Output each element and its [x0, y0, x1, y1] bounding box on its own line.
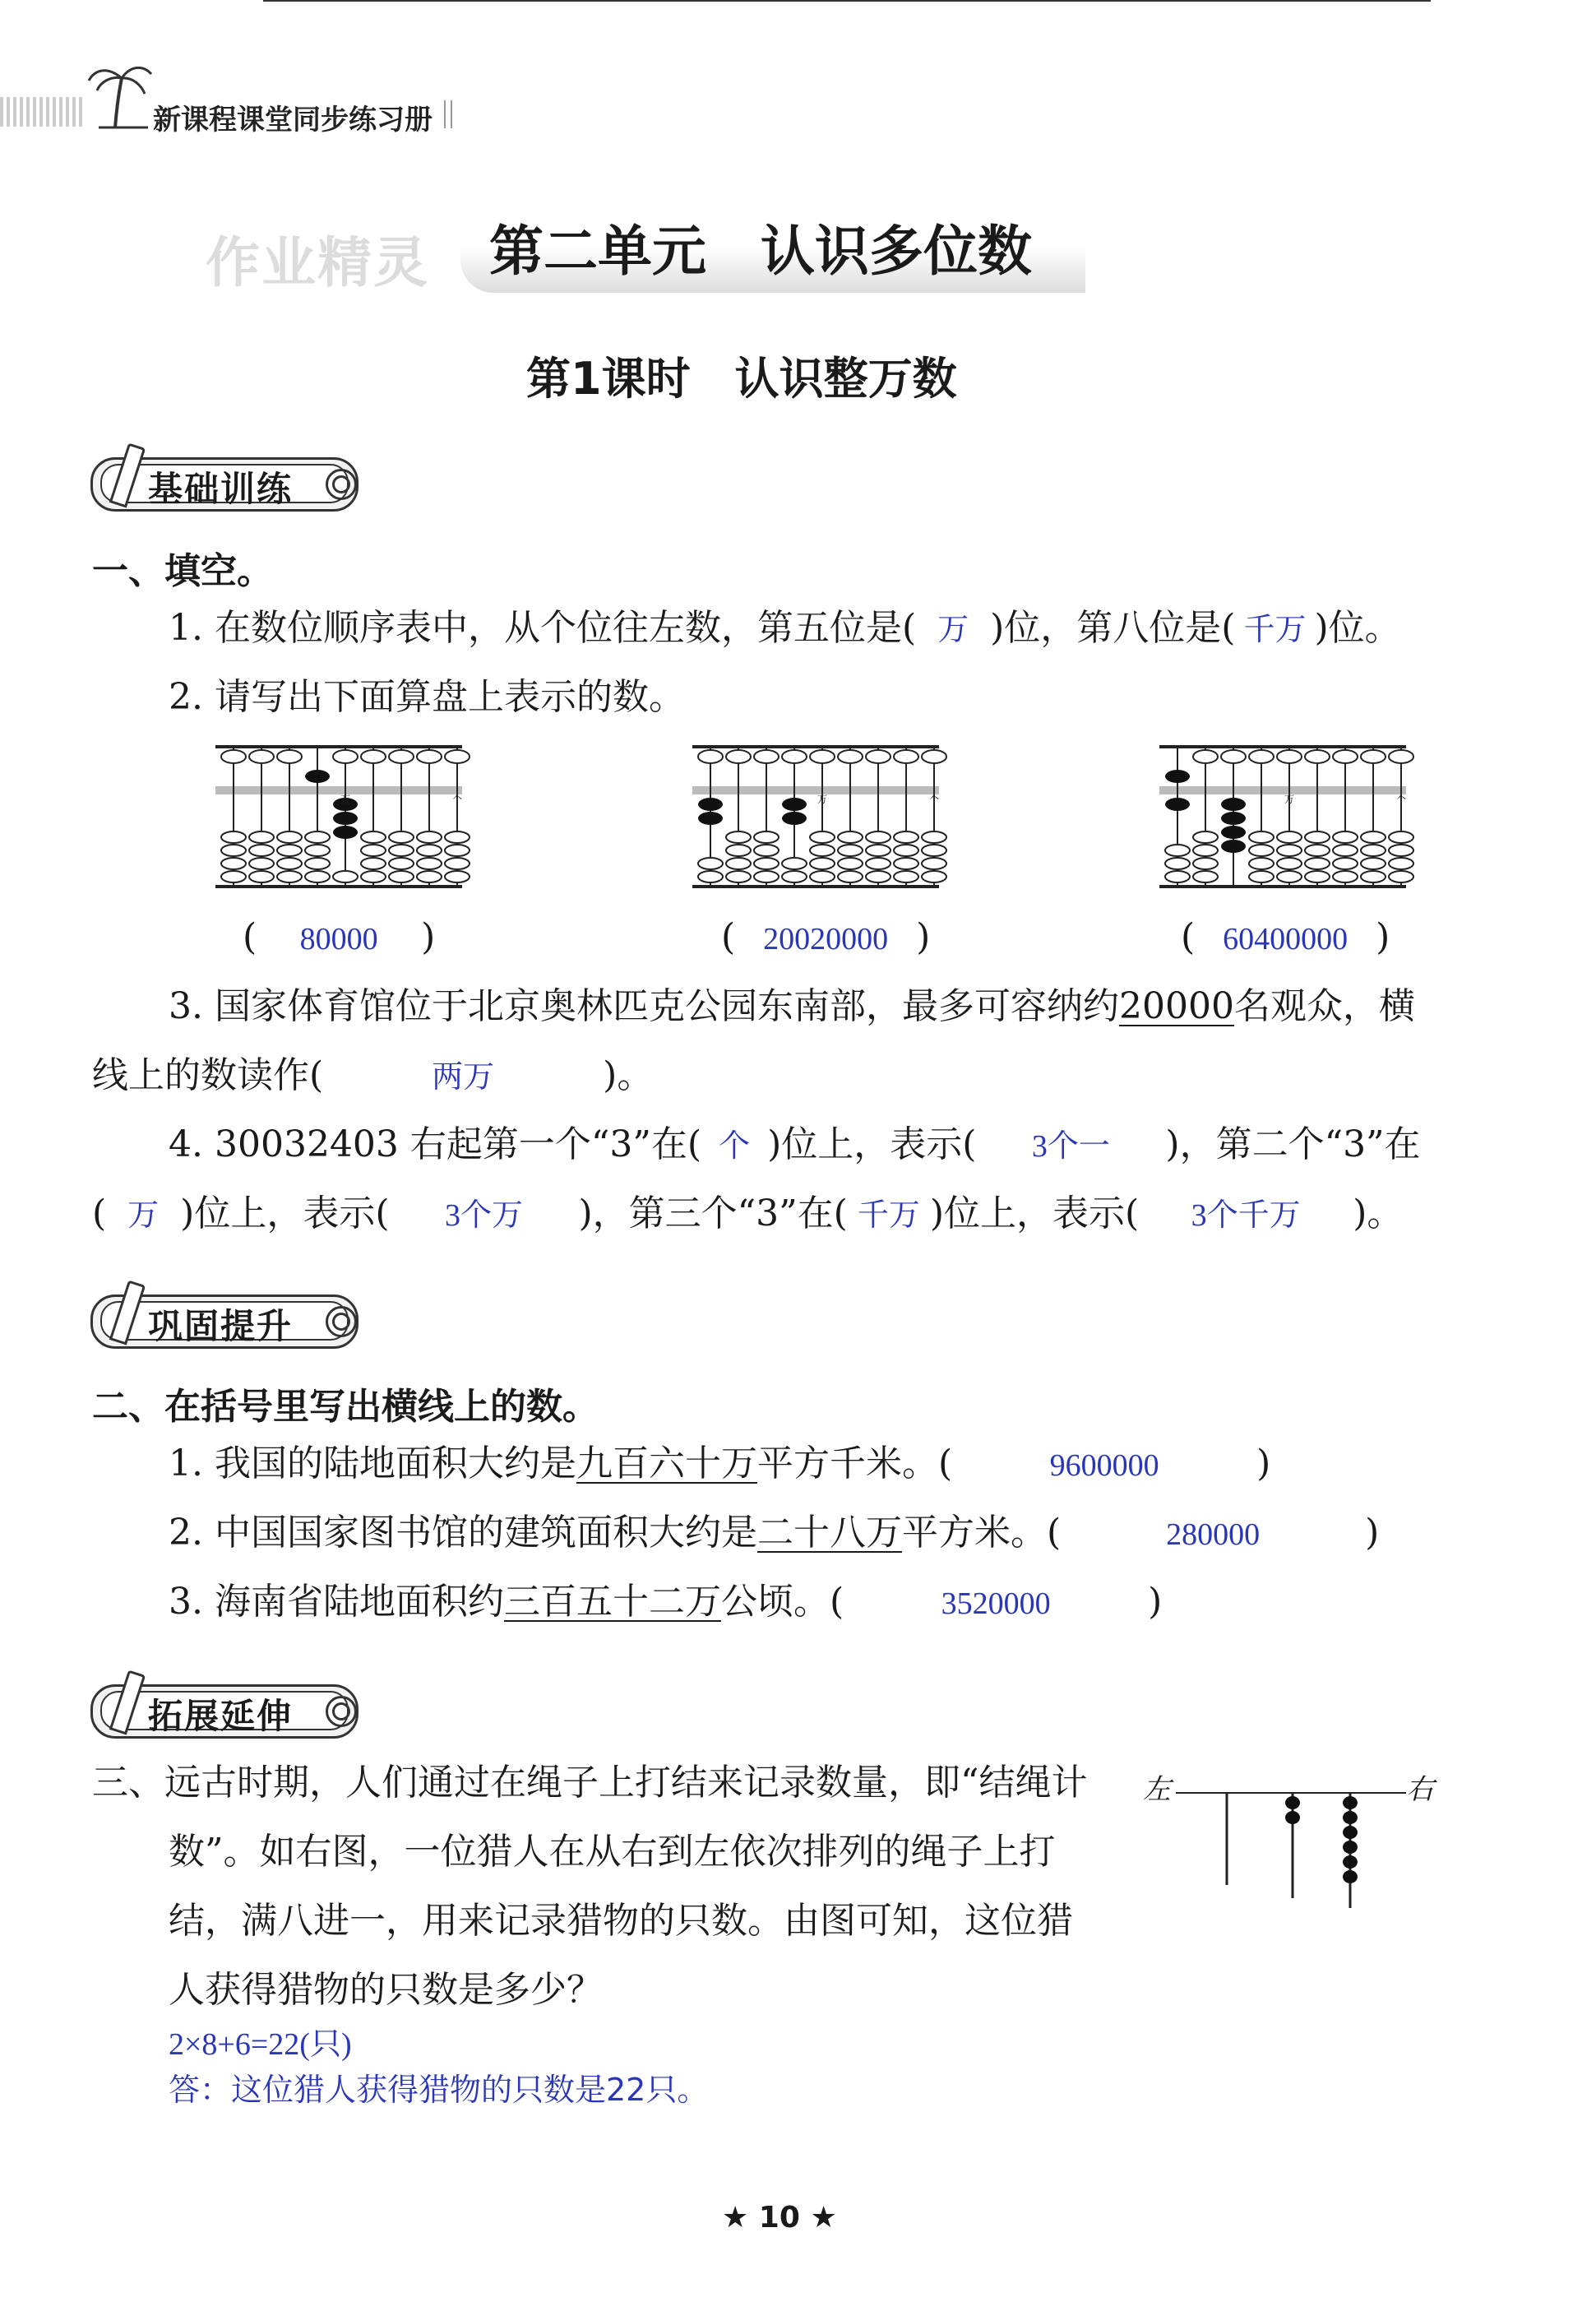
- abacus-bead: [810, 858, 835, 869]
- abacus-bead: [782, 750, 807, 763]
- rope-knot: [1343, 1870, 1358, 1883]
- label-left: 左: [1143, 1773, 1171, 1806]
- abacus-bead: [417, 871, 442, 882]
- abacus-bead: [277, 750, 302, 763]
- abacus-bead-active: [1221, 798, 1246, 811]
- abacus-bead: [1249, 831, 1274, 843]
- abacus-bead: [361, 750, 386, 763]
- abacus-bead: [922, 750, 946, 763]
- abacus-bead: [810, 831, 835, 843]
- abacus-label-ge: 个: [928, 794, 940, 805]
- abacus-bead: [754, 750, 779, 763]
- abacus-bead: [1165, 845, 1190, 856]
- abacus-bead: [782, 858, 807, 869]
- abacus-bead: [838, 845, 863, 856]
- s3-line-4: 人获得猎物的只数是多少？: [169, 1969, 603, 2011]
- abacus-bead-active: [698, 798, 723, 811]
- s2-item-2: 2. 中国国家图书馆的建筑面积大约是二十八万平方米。( 280000 ): [169, 1512, 1380, 1554]
- abacus-bead: [1305, 845, 1330, 856]
- abacus-bead: [726, 871, 751, 882]
- abacus-label-wan: 万: [817, 794, 828, 805]
- abacus-bead: [221, 750, 246, 763]
- abacus-bead: [1389, 871, 1413, 882]
- abacus-bead-active: [1221, 840, 1246, 853]
- abacus-bead: [1249, 845, 1274, 856]
- knot-strings: [1135, 1793, 1447, 1924]
- abacus-bead: [1333, 871, 1358, 882]
- abacus-3: [1159, 740, 1423, 892]
- abacus-bead-active: [305, 770, 330, 783]
- header-rule: [444, 100, 452, 128]
- q4-line1: 4. 30032403 右起第一个“3”在( 个 )位上，表示( 3个一 )，第二个“3”在: [169, 1123, 1421, 1165]
- abacus-bead: [417, 750, 442, 763]
- rope-diagram: [1135, 1760, 1447, 1924]
- watermark: 作业精灵: [206, 231, 429, 294]
- answer-q3: 两万: [432, 1060, 495, 1095]
- abacus-bead: [1277, 845, 1302, 856]
- abacus-bead: [333, 750, 358, 763]
- rope-knot: [1343, 1811, 1358, 1824]
- abacus-bead: [417, 858, 442, 869]
- abacus-bead: [1361, 750, 1386, 763]
- q3-line2: 线上的数读作( 两万 )。: [92, 1054, 654, 1096]
- abacus-bead: [1193, 831, 1218, 843]
- rope-knot: [1285, 1796, 1300, 1809]
- abacus-bead: [277, 831, 302, 843]
- abacus-bead: [754, 845, 779, 856]
- q4-line2: ( 万 )位上，表示( 3个万 )，第三个“3”在( 千万 )位上，表示( 3个千万 )。: [92, 1193, 1404, 1234]
- q3-number: 20000: [1118, 985, 1234, 1027]
- abacus-bead: [1361, 871, 1386, 882]
- abacus-bead: [417, 831, 442, 843]
- badge-label: 巩固提升: [148, 1306, 294, 1346]
- abacus-bead: [1165, 871, 1190, 882]
- abacus-bead: [866, 871, 891, 882]
- abacus-bead: [1305, 831, 1330, 843]
- book-title: 新课程课堂同步练习册: [153, 104, 433, 137]
- abacus-bead: [1361, 858, 1386, 869]
- abacus-bead: [389, 750, 414, 763]
- s3-line-2: 数”。如右图，一位猎人在从右到左依次排列的绳子上打: [169, 1831, 1056, 1873]
- abacus-bead: [277, 845, 302, 856]
- header-bar: [0, 97, 82, 127]
- abacus-bead: [726, 750, 751, 763]
- abacus-bead: [1165, 858, 1190, 869]
- abacus-bead: [698, 871, 723, 882]
- abacus-bead: [726, 831, 751, 843]
- abacus-bead: [922, 858, 946, 869]
- abacus-bead: [1389, 831, 1413, 843]
- abacus-bead: [445, 858, 470, 869]
- abacus-bead-active: [333, 812, 358, 825]
- abacus-bead-active: [1221, 812, 1246, 825]
- abacus-bead: [810, 871, 835, 882]
- rope-knot: [1343, 1826, 1358, 1839]
- abacus-bead: [894, 750, 918, 763]
- abacus-bead: [305, 871, 330, 882]
- abacus-label-ge: 个: [1395, 794, 1407, 805]
- abacus-label-wan: 万: [1284, 794, 1295, 805]
- abacus-bead: [277, 858, 302, 869]
- abacus-bead: [838, 750, 863, 763]
- abacus-bead: [1389, 845, 1413, 856]
- q1: 1. 在数位顺序表中，从个位往左数，第五位是( 万 )位，第八位是( 千万 )位。: [169, 607, 1401, 649]
- abacus-bead: [810, 750, 835, 763]
- abacus-answer-3: ( 60400000 ): [1181, 916, 1390, 958]
- abacus-bead: [305, 845, 330, 856]
- abacus-bead: [1277, 871, 1302, 882]
- abacus-bead: [361, 845, 386, 856]
- abacus-1: [215, 740, 479, 892]
- abacus-bead: [1305, 750, 1330, 763]
- abacus-bead-active: [1165, 798, 1190, 811]
- abacus-bead: [726, 845, 751, 856]
- abacus-bead: [782, 871, 807, 882]
- abacus-bead-active: [333, 826, 358, 839]
- abacus-bead: [249, 858, 274, 869]
- rope-knot: [1343, 1855, 1358, 1869]
- abacus-beam: [215, 786, 462, 794]
- abacus-bead: [810, 845, 835, 856]
- abacus-bead: [305, 831, 330, 843]
- abacus-label-ge: 个: [451, 794, 463, 805]
- q2: 2. 请写出下面算盘上表示的数。: [169, 676, 685, 718]
- abacus-bead: [249, 750, 274, 763]
- abacus-bead: [1249, 858, 1274, 869]
- unit-title: 第二单元 认识多位数: [489, 219, 1032, 283]
- abacus-bead: [894, 871, 918, 882]
- abacus-bead: [1305, 871, 1330, 882]
- section1-heading: 一、填空。: [92, 550, 273, 592]
- abacus-bead: [866, 831, 891, 843]
- abacus-bead: [754, 831, 779, 843]
- abacus-bead: [389, 831, 414, 843]
- abacus-bead-active: [782, 798, 807, 811]
- s2-item-3: 3. 海南省陆地面积约三百五十二万公顷。( 3520000 ): [169, 1581, 1163, 1623]
- abacus-bead: [838, 871, 863, 882]
- abacus-bead: [1249, 871, 1274, 882]
- abacus-bead: [754, 871, 779, 882]
- lesson-title: 第1课时 认识整万数: [526, 353, 957, 405]
- abacus-bead: [866, 750, 891, 763]
- s2-item-1: 1. 我国的陆地面积大约是九百六十万平方千米。( 9600000 ): [169, 1443, 1271, 1484]
- abacus-bead: [249, 831, 274, 843]
- abacus-bead: [221, 871, 246, 882]
- label-right: 右: [1406, 1773, 1434, 1806]
- rope-knot: [1285, 1811, 1300, 1824]
- abacus-bead: [894, 845, 918, 856]
- abacus-bead: [249, 845, 274, 856]
- abacus-bead: [389, 845, 414, 856]
- abacus-bead: [698, 858, 723, 869]
- abacus-bead: [445, 750, 470, 763]
- abacus-2: [692, 740, 955, 892]
- abacus-bead: [1277, 750, 1302, 763]
- badge-extend: [90, 1678, 362, 1735]
- abacus-bead: [1333, 831, 1358, 843]
- abacus-answer-2: ( 20020000 ): [721, 916, 931, 958]
- badge-basic-training: [90, 451, 362, 508]
- section2-heading: 二、在括号里写出横线上的数。: [92, 1386, 599, 1428]
- abacus-beam: [692, 786, 939, 794]
- abacus-bead-active: [1165, 770, 1190, 783]
- abacus-bead: [1249, 750, 1274, 763]
- abacus-bead: [333, 871, 358, 882]
- answer-q1a: 万: [937, 613, 969, 647]
- abacus-bead: [1333, 845, 1358, 856]
- q3-line1: 3. 国家体育馆位于北京奥林匹克公园东南部，最多可容纳约20000名观众，横: [169, 985, 1415, 1027]
- s3-line-1: 三、远古时期，人们通过在绳子上打结来记录数量，即“结绳计: [92, 1762, 1088, 1804]
- badge-consolidate: [90, 1288, 362, 1345]
- abacus-bead: [922, 831, 946, 843]
- badge-label: 拓展延伸: [148, 1696, 294, 1736]
- top-rule: [263, 0, 1431, 2]
- abacus-bead: [277, 871, 302, 882]
- abacus-bead: [1277, 831, 1302, 843]
- abacus-bead: [1193, 858, 1218, 869]
- abacus-bead: [249, 871, 274, 882]
- abacus-bead: [1389, 750, 1413, 763]
- abacus-bead: [445, 831, 470, 843]
- abacus-bead: [221, 831, 246, 843]
- abacus-bead: [1193, 750, 1218, 763]
- abacus-bead: [417, 845, 442, 856]
- abacus-bead: [726, 858, 751, 869]
- palm-tree-icon: [82, 58, 156, 132]
- abacus-bead-active: [698, 812, 723, 825]
- abacus-bead: [1221, 750, 1246, 763]
- abacus-bead: [754, 858, 779, 869]
- abacus-label-wan: 万: [340, 794, 351, 805]
- abacus-bead: [894, 858, 918, 869]
- abacus-bead: [894, 831, 918, 843]
- abacus-bead: [445, 871, 470, 882]
- badge-label: 基础训练: [148, 469, 294, 509]
- abacus-bead: [698, 750, 723, 763]
- page-number: ★ 10 ★: [722, 2201, 837, 2235]
- answer-q1b: 千万: [1243, 613, 1307, 647]
- abacus-bead-active: [782, 812, 807, 825]
- abacus-bead: [838, 831, 863, 843]
- s3-calculation: 2×8+6=22(只): [169, 2027, 352, 2062]
- abacus-bead: [1277, 858, 1302, 869]
- abacus-bead: [361, 858, 386, 869]
- abacus-bead: [1333, 750, 1358, 763]
- s3-line-3: 结，满八进一，用来记录猎物的只数。由图可知，这位猎: [169, 1900, 1073, 1942]
- abacus-bead: [866, 858, 891, 869]
- rope-knot: [1343, 1841, 1358, 1854]
- abacus-bead: [1193, 845, 1218, 856]
- abacus-bead: [866, 845, 891, 856]
- abacus-bead: [1333, 858, 1358, 869]
- abacus-bead: [221, 858, 246, 869]
- abacus-bead: [361, 831, 386, 843]
- abacus-bead: [1193, 871, 1218, 882]
- abacus-bead: [922, 845, 946, 856]
- abacus-bead: [305, 858, 330, 869]
- abacus-bead: [445, 845, 470, 856]
- abacus-beam: [1159, 786, 1406, 794]
- abacus-bead: [221, 845, 246, 856]
- abacus-bead: [1305, 858, 1330, 869]
- abacus-bead: [922, 871, 946, 882]
- abacus-bead: [1361, 845, 1386, 856]
- abacus-bead: [838, 858, 863, 869]
- rope-knot: [1343, 1796, 1358, 1809]
- abacus-bead: [1361, 831, 1386, 843]
- abacus-bead: [361, 871, 386, 882]
- abacus-bead: [1389, 858, 1413, 869]
- abacus-bead: [389, 858, 414, 869]
- abacus-bead-active: [1221, 826, 1246, 839]
- abacus-answer-1: ( 80000 ): [243, 916, 436, 958]
- abacus-bead: [389, 871, 414, 882]
- s3-answer: 答：这位猎人获得猎物的只数是22只。: [169, 2072, 709, 2108]
